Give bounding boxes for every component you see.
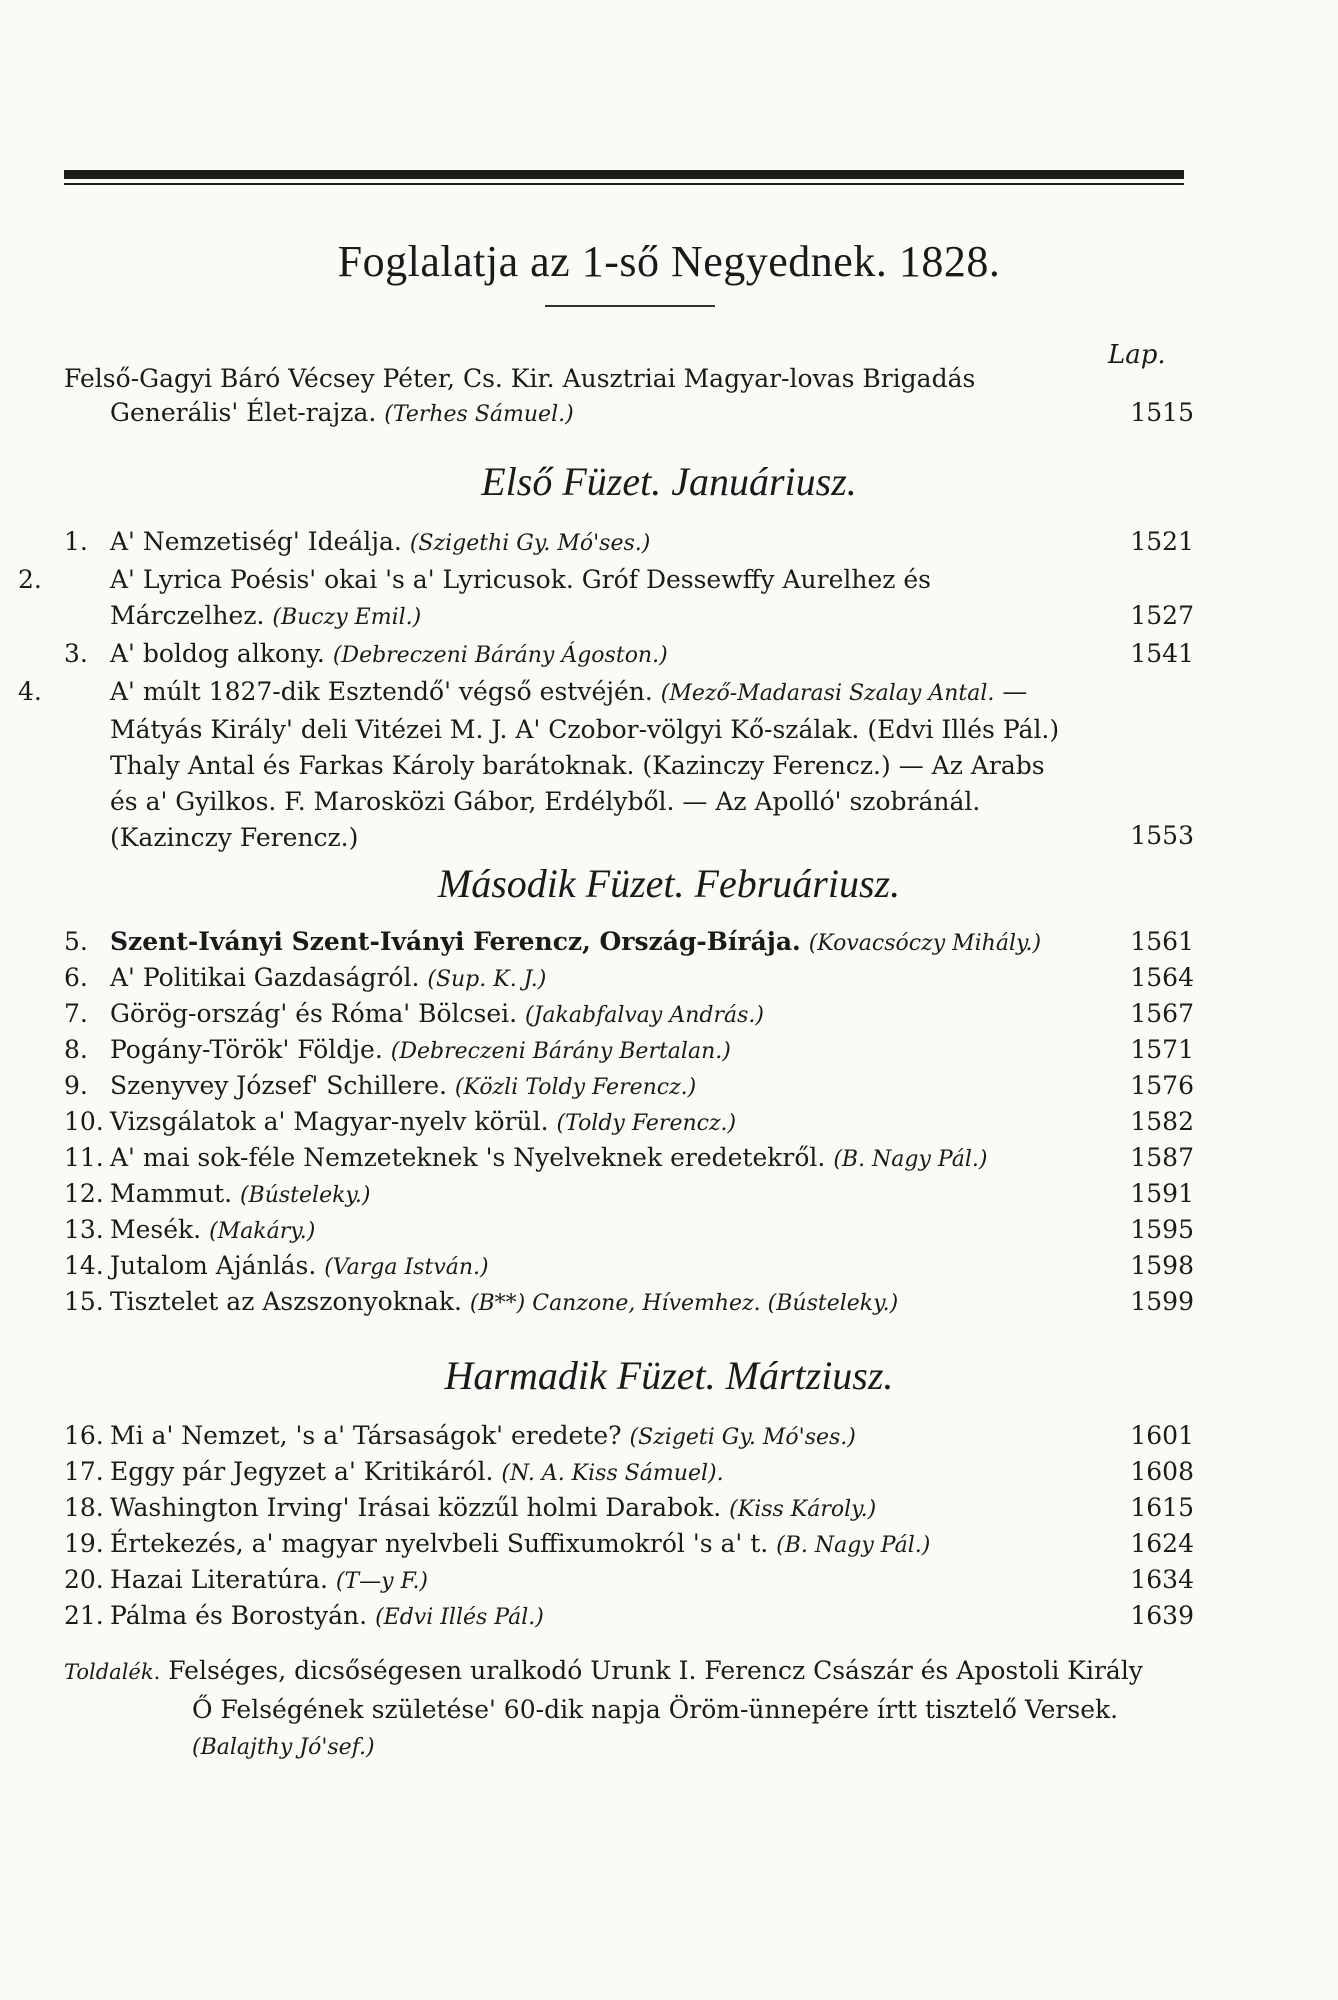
list-item: 14. Jutalom Ajánlás. (Varga István.) 1598 xyxy=(64,1251,1194,1280)
intro-entry xyxy=(64,362,1194,432)
intro-author: (Terhes Sámuel.) xyxy=(384,402,574,427)
top-rule xyxy=(64,170,1184,185)
list-item: 16. Mi a' Nemzet, 's a' Társaságok' eredete? (Szigeti Gy. Mó'ses.) 1601 xyxy=(64,1421,1194,1450)
list-item: 4. A' múlt 1827-dik Esztendő' végső estvéjén. (Mező-Madarasi Szalay Antal. — Mátyás Király' deli Vitézei M. J. A' Czobor-völgyi Kő-szálak. (Edvi Illés Pál.) Thaly Antal és Farkas Károly barátoknak. (Kazinczy Ferencz.) — Az Arabs és a' Gyilkos. F. Marosközi Gábor, Erdélyből. — Az Apolló' szobránál. (Kazinczy Ferencz.) 1553 xyxy=(18,677,1194,852)
page-title: Foglalatja az 1-ső Negyednek. 1828. xyxy=(337,237,1001,286)
list-item: 7. Görög-ország' és Róma' Bölcsei. (Jakabfalvay András.) 1567 xyxy=(64,999,1194,1028)
list-item: 8. Pogány-Török' Földje. (Debreczeni Bárány Bertalan.) 1571 xyxy=(64,1035,1194,1064)
section-title-2: Második Füzet. Februáriusz. xyxy=(437,861,901,906)
list-item: 20. Hazai Literatúra. (T—y F.) 1634 xyxy=(64,1565,1194,1594)
list-item: 1. A' Nemzetiség' Ideálja. (Szigethi Gy. Mó'ses.) 1521 xyxy=(64,527,1194,556)
list-item: 15. Tisztelet az Aszszonyoknak. (B**) Canzone, Hívemhez. (Bústeleky.) 1599 xyxy=(64,1287,1194,1316)
section-title-3: Harmadik Füzet. Mártziusz. xyxy=(444,1353,894,1398)
intro-page: 1515 xyxy=(1130,398,1194,427)
list-item: 18. Washington Irving' Irásai közzűl holmi Darabok. (Kiss Károly.) 1615 xyxy=(64,1493,1194,1522)
list-item: 10. Vizsgálatok a' Magyar-nyelv körül. (Toldy Ferencz.) 1582 xyxy=(64,1107,1194,1136)
list-item: 17. Eggy pár Jegyzet a' Kritikáról. (N. A. Kiss Sámuel). 1608 xyxy=(64,1457,1194,1486)
list-item: 12. Mammut. (Bústeleky.) 1591 xyxy=(64,1179,1194,1208)
list-item: 11. A' mai sok-féle Nemzeteknek 's Nyelveknek eredetekről. (B. Nagy Pál.) 1587 xyxy=(64,1143,1194,1172)
intro-line1: Felső-Gagyi Báró Vécsey Péter, Cs. Kir. Ausztriai Magyar-lovas Brigadás xyxy=(64,364,976,393)
list-item: 13. Mesék. (Makáry.) 1595 xyxy=(64,1215,1194,1244)
list-item: 19. Értekezés, a' magyar nyelvbeli Suffixumokról 's a' t. (B. Nagy Pál.) 1624 xyxy=(64,1529,1194,1558)
list-item: 5. Szent-Iványi Szent-Iványi Ferencz, Ország-Bírája. (Kovacsóczy Mihály.) 1561 xyxy=(64,927,1194,956)
section-title-1: Első Füzet. Januáriusz. xyxy=(481,459,857,504)
list-item: 21. Pálma és Borostyán. (Edvi Illés Pál.) 1639 xyxy=(64,1601,1194,1630)
intro-line2: Generális' Élet-rajza. xyxy=(110,398,377,427)
lap-label: Lap. xyxy=(1108,340,1166,370)
toldalek-entry: Toldalék. Felséges, dicsőségesen uralkodó Urunk I. Ferencz Császár és Apostoli Király Ő Felségének születése' 60-dik napja Öröm-ünnepére írtt tisztelő Versek. (Balajthy Jó'sef.) xyxy=(64,1656,1143,1760)
list-item: 6. A' Politikai Gazdaságról. (Sup. K. J.) 1564 xyxy=(64,963,1194,992)
toldalek-label: Toldalék. xyxy=(64,1660,161,1684)
list-item: 9. Szenyvey József' Schillere. (Közli Toldy Ferencz.) 1576 xyxy=(64,1071,1194,1100)
title-rule xyxy=(545,305,715,307)
list-item: 2. A' Lyrica Poésis' okai 's a' Lyricusok. Gróf Dessewffy Aurelhez és Márczelhez. (Buczy Emil.) 1527 xyxy=(18,565,1194,630)
list-item: 3. A' boldog alkony. (Debreczeni Bárány Ágoston.) 1541 xyxy=(64,639,1194,668)
